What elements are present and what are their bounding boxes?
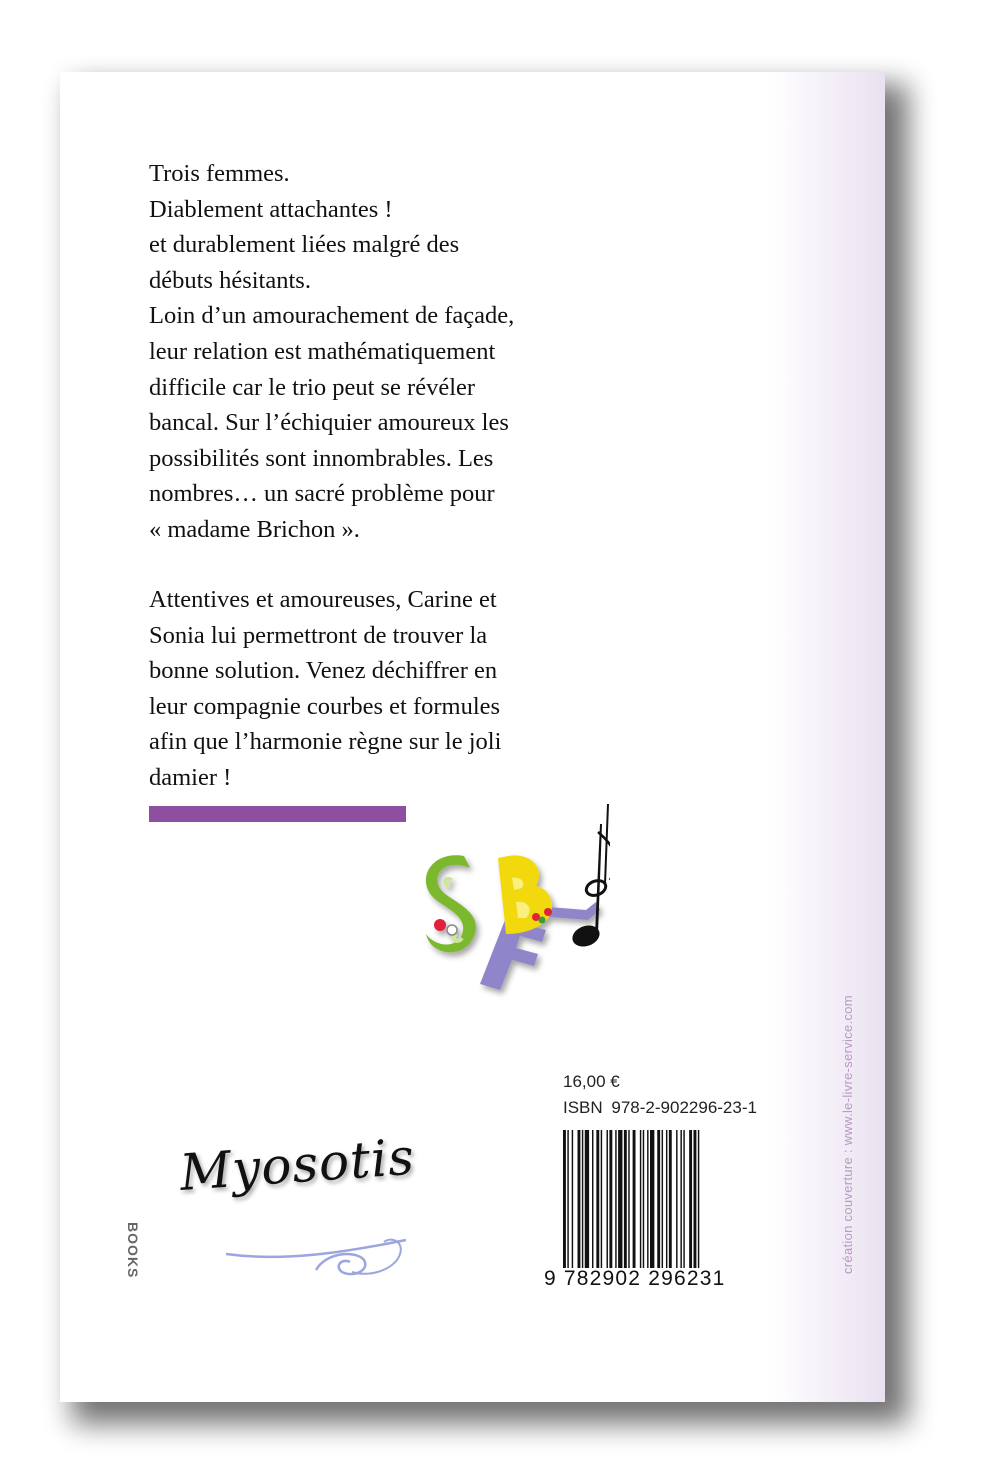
blurb-line: possibilités sont innombrables. Les (149, 444, 494, 472)
blurb-paragraph-1 (149, 156, 629, 548)
blurb-line: Sonia lui permettront de trouver la (149, 621, 488, 649)
blurb-line: Diablement attachantes ! (149, 195, 393, 223)
blurb-line: leur relation est mathématiquement (149, 337, 496, 365)
blurb-line: débuts hésitants. (149, 266, 311, 294)
blurb-line: nombres… un sacré problème pour (149, 480, 495, 508)
blurb-line: Trois femmes. (149, 160, 290, 187)
blurb-line: « madame Brichon ». (149, 515, 360, 543)
barcode-icon (563, 1130, 783, 1268)
publisher-books-label: BOOKS (125, 1222, 141, 1279)
blurb-line: damier ! (149, 763, 232, 791)
blurb-line: bancal. Sur l’échiquier amoureux les (149, 409, 509, 437)
blurb-line: et durablement liées malgré des (149, 231, 460, 259)
isbn-label: ISBN 978-2-902296-23-1 (563, 1098, 757, 1117)
music-note-icon (569, 804, 610, 950)
price-label: 16,00 € (563, 1072, 620, 1091)
sbf-logo-icon (360, 784, 610, 1009)
barcode-number: 9 782902 296231 (544, 1267, 726, 1290)
publisher-logo-text: Myosotis (177, 1127, 417, 1202)
blurb-line: leur compagnie courbes et formules (149, 692, 501, 720)
blurb-line: afin que l’harmonie règne sur le joli (149, 728, 502, 756)
blurb-paragraph-2 (149, 582, 629, 796)
book-back-cover (60, 72, 885, 1402)
blurb-line: Attentives et amoureuses, Carine et (149, 586, 497, 613)
blurb-line: Loin d’un amourachement de façade, (149, 302, 515, 330)
blurb-line: bonne solution. Venez déchiffrer en (149, 657, 498, 685)
blurb-line: difficile car le trio peut se révéler (149, 373, 476, 401)
cover-credit: création couverture : www.le-livre-service.com (840, 995, 855, 1274)
